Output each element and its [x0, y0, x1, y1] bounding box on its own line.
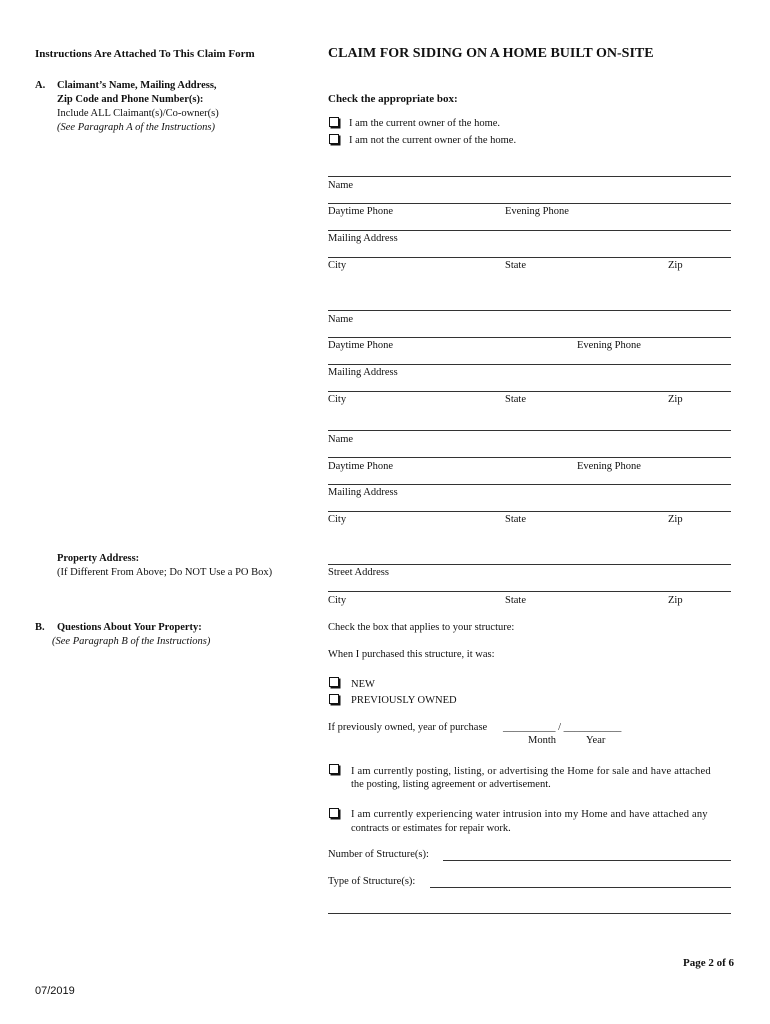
not-owner-label: I am not the current owner of the home. [349, 135, 517, 146]
claimant2-evening-label: Evening Phone [577, 340, 641, 351]
section-b-title: Questions About Your Property: [57, 622, 202, 633]
instructions-note: Instructions Are Attached To This Claim Form [35, 48, 255, 60]
claimant2-city-line[interactable] [328, 391, 731, 392]
claimant2-name-label: Name [328, 314, 354, 325]
type-structures-extra-line[interactable] [328, 913, 731, 914]
claimant3-phone-line[interactable] [328, 457, 731, 458]
num-structures-field[interactable] [443, 860, 731, 861]
section-a-title-2: Zip Code and Phone Number(s): [57, 94, 204, 105]
new-label: NEW [351, 679, 375, 690]
not-owner-checkbox[interactable] [329, 134, 339, 144]
current-owner-label: I am the current owner of the home. [349, 118, 501, 129]
claimant3-name-line[interactable] [328, 430, 731, 431]
claimant1-city-label: City [328, 260, 347, 271]
claimant3-daytime-label: Daytime Phone [328, 461, 394, 472]
water-text-1: I am currently experiencing water intrusion into my Home and have attached any [351, 809, 708, 820]
claimant1-name-line[interactable] [328, 176, 731, 177]
property-address-title: Property Address: [57, 553, 140, 564]
revision-date: 07/2019 [35, 985, 75, 997]
section-b-letter: B. [35, 622, 45, 633]
claimant3-address-line[interactable] [328, 484, 731, 485]
section-a-note: Include ALL Claimant(s)/Co-owner(s) [57, 108, 219, 119]
listing-text-1: I am currently posting, listing, or advertising the Home for sale and have attached [351, 766, 711, 777]
claimant3-state-label: State [505, 514, 526, 525]
claimant2-city-label: City [328, 394, 347, 405]
claimant1-address-label: Mailing Address [328, 233, 398, 244]
claimant1-name-label: Name [328, 180, 354, 191]
claimant2-daytime-label: Daytime Phone [328, 340, 394, 351]
year-purchase-blanks[interactable]: __________ / ___________ [503, 722, 622, 733]
property-zip-label: Zip [668, 595, 683, 606]
claimant1-evening-label: Evening Phone [505, 206, 569, 217]
claimant3-address-label: Mailing Address [328, 487, 398, 498]
claimant1-city-line[interactable] [328, 257, 731, 258]
property-street-label: Street Address [328, 567, 389, 578]
claimant1-daytime-label: Daytime Phone [328, 206, 394, 217]
current-owner-checkbox[interactable] [329, 117, 339, 127]
claimant1-zip-label: Zip [668, 260, 683, 271]
claimant3-name-label: Name [328, 434, 354, 445]
claimant2-name-line[interactable] [328, 310, 731, 311]
structure-prompt: Check the box that applies to your structure: [328, 622, 515, 633]
month-label: Month [528, 735, 557, 746]
claimant3-city-line[interactable] [328, 511, 731, 512]
type-structures-label: Type of Structure(s): [328, 876, 416, 887]
claimant3-zip-label: Zip [668, 514, 683, 525]
claimant2-phone-line[interactable] [328, 337, 731, 338]
water-text-2: contracts or estimates for repair work. [351, 823, 511, 834]
claimant2-address-line[interactable] [328, 364, 731, 365]
claimant1-phone-line[interactable] [328, 203, 731, 204]
previously-owned-label: PREVIOUSLY OWNED [351, 695, 457, 706]
claimant2-address-label: Mailing Address [328, 367, 398, 378]
property-address-note: (If Different From Above; Do NOT Use a PO Box) [57, 567, 273, 578]
claimant1-address-line[interactable] [328, 230, 731, 231]
listing-checkbox[interactable] [329, 764, 339, 774]
previously-owned-checkbox[interactable] [329, 694, 339, 704]
property-city-line[interactable] [328, 591, 731, 592]
property-city-label: City [328, 595, 347, 606]
ownership-heading: Check the appropriate box: [328, 93, 458, 105]
section-a-letter: A. [35, 80, 46, 91]
claimant1-state-label: State [505, 260, 526, 271]
type-structures-field[interactable] [430, 887, 731, 888]
section-a-title-1: Claimant’s Name, Mailing Address, [57, 80, 217, 91]
water-intrusion-checkbox[interactable] [329, 808, 339, 818]
section-a-ref: (See Paragraph A of the Instructions) [57, 122, 215, 133]
page-number: Page 2 of 6 [683, 957, 735, 969]
claimant2-zip-label: Zip [668, 394, 683, 405]
year-label: Year [586, 735, 606, 746]
year-purchase-prompt: If previously owned, year of purchase [328, 722, 488, 733]
claimant3-evening-label: Evening Phone [577, 461, 641, 472]
num-structures-label: Number of Structure(s): [328, 849, 429, 860]
property-street-line[interactable] [328, 564, 731, 565]
property-state-label: State [505, 595, 526, 606]
form-title: CLAIM FOR SIDING ON A HOME BUILT ON-SITE [328, 46, 654, 61]
section-b-ref: (See Paragraph B of the Instructions) [52, 636, 211, 647]
listing-text-2: the posting, listing agreement or advertisement. [351, 779, 551, 790]
new-checkbox[interactable] [329, 677, 339, 687]
purchase-prompt: When I purchased this structure, it was: [328, 649, 495, 660]
claimant3-city-label: City [328, 514, 347, 525]
claimant2-state-label: State [505, 394, 526, 405]
